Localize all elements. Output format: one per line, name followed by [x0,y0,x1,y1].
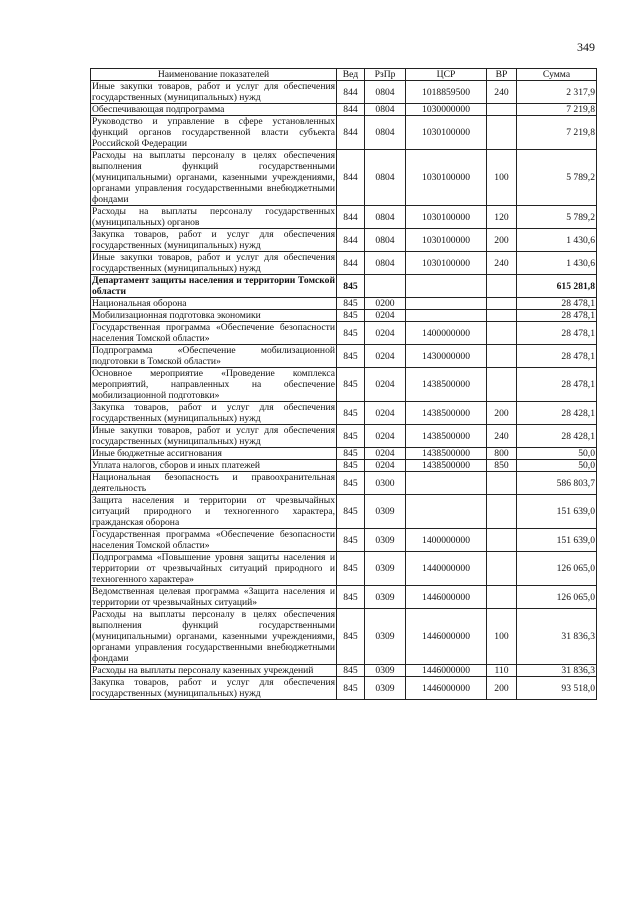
header-name: Наименование показателей [91,69,337,81]
row-name: Расходы на выплаты персоналу в целях обеспечения выполнения функций государственными (муниципальными) органами, казенными учреждениями, органами управления государственными внебюджетными фондами [92,609,335,664]
row-ved: 845 [337,345,365,368]
row-csr: 1400000000 [406,529,487,552]
row-rzpr: 0204 [365,368,406,402]
row-sum: 126 065,0 [517,586,597,609]
row-rzpr: 0200 [365,298,406,310]
row-rzpr: 0804 [365,116,406,150]
row-vr: 200 [487,402,517,425]
row-ved: 845 [337,495,365,529]
row-csr [406,495,487,529]
header-vr: ВР [487,69,517,81]
row-csr: 1438500000 [406,368,487,402]
row-vr: 200 [487,677,517,700]
row-csr: 1030100000 [406,116,487,150]
table-row [91,345,597,368]
row-sum: 5 789,2 [517,206,597,229]
row-csr: 1018859500 [406,81,487,104]
row-sum: 31 836,3 [517,665,597,677]
row-vr [487,310,517,322]
row-sum: 31 836,3 [517,609,597,665]
row-vr [487,529,517,552]
row-name: Иные закупки товаров, работ и услуг для обеспечения государственных (муниципальных) нужд [92,81,335,103]
row-sum: 50,0 [517,448,597,460]
row-ved: 845 [337,322,365,345]
row-name: Мобилизационная подготовка экономики [91,310,337,322]
header-ved: Вед [337,69,365,81]
row-vr: 110 [487,665,517,677]
row-csr [406,472,487,495]
row-rzpr: 0204 [365,310,406,322]
row-csr [406,275,487,298]
table-row [91,586,597,609]
table-row [91,116,597,150]
row-name: Департамент защиты населения и территории Томской области [92,275,335,297]
row-csr: 1446000000 [406,609,487,665]
row-vr: 800 [487,448,517,460]
row-ved: 844 [337,206,365,229]
row-ved: 845 [337,402,365,425]
row-name: Подпрограмма «Обеспечение мобилизационной подготовки в Томской области» [92,345,335,367]
row-sum: 151 639,0 [517,529,597,552]
row-ved: 845 [337,586,365,609]
row-sum: 7 219,8 [517,116,597,150]
row-csr: 1446000000 [406,677,487,700]
row-sum: 28 478,1 [517,322,597,345]
row-csr: 1440000000 [406,552,487,586]
row-csr: 1030100000 [406,252,487,275]
page-number: 349 [577,40,595,54]
row-vr [487,298,517,310]
table-row [91,552,597,586]
row-ved: 844 [337,252,365,275]
row-name: Национальная безопасность и правоохранительная деятельность [92,472,335,494]
row-csr: 1030000000 [406,104,487,116]
header-csr: ЦСР [406,69,487,81]
row-name: Государственная программа «Обеспечение безопасности населения Томской области» [92,529,335,551]
row-name: Основное мероприятие «Проведение комплекса мероприятий, направленных на обеспечение мобилизационной подготовки» [92,368,335,401]
row-vr [487,322,517,345]
row-csr [406,310,487,322]
row-name: Расходы на выплаты персоналу государственных (муниципальных) органов [92,206,335,228]
row-ved: 845 [337,298,365,310]
row-name: Уплата налогов, сборов и иных платежей [91,460,337,472]
row-vr [487,368,517,402]
row-rzpr [365,275,406,298]
row-csr: 1438500000 [406,448,487,460]
row-ved: 844 [337,229,365,252]
row-csr: 1030100000 [406,150,487,206]
row-vr [487,104,517,116]
row-name: Иные бюджетные ассигнования [91,448,337,460]
row-name: Обеспечивающая подпрограмма [91,104,337,116]
row-sum: 28 428,1 [517,425,597,448]
table-row [91,298,597,310]
row-vr [487,116,517,150]
table-row [91,252,597,275]
row-vr [487,472,517,495]
row-rzpr: 0309 [365,665,406,677]
row-vr: 240 [487,425,517,448]
row-ved: 844 [337,104,365,116]
header-rzpr: РзПр [365,69,406,81]
row-rzpr: 0309 [365,586,406,609]
row-rzpr: 0309 [365,677,406,700]
row-sum: 50,0 [517,460,597,472]
row-vr: 850 [487,460,517,472]
table-row [91,665,597,677]
row-ved: 845 [337,368,365,402]
row-name: Закупка товаров, работ и услуг для обеспечения государственных (муниципальных) нужд [92,229,335,251]
row-sum: 28 478,1 [517,345,597,368]
row-ved: 845 [337,529,365,552]
row-ved: 845 [337,310,365,322]
row-name: Руководство и управление в сфере установленных функций органов государственной власти субъекта Российской Федерации [92,116,335,149]
row-rzpr: 0204 [365,402,406,425]
row-sum: 615 281,8 [517,275,597,298]
row-ved: 845 [337,665,365,677]
row-sum: 7 219,8 [517,104,597,116]
table-row [91,368,597,402]
row-rzpr: 0309 [365,552,406,586]
row-rzpr: 0300 [365,472,406,495]
row-csr: 1030100000 [406,206,487,229]
table-row [91,322,597,345]
table-row [91,677,597,700]
table-row [91,310,597,322]
row-ved: 845 [337,552,365,586]
row-rzpr: 0204 [365,425,406,448]
budget-table [90,68,597,700]
table-row [91,275,597,298]
table-row [91,402,597,425]
row-name: Национальная оборона [91,298,337,310]
header-sum: Сумма [517,69,597,81]
row-rzpr: 0204 [365,448,406,460]
row-name: Закупка товаров, работ и услуг для обеспечения государственных (муниципальных) нужд [92,402,335,424]
row-vr: 120 [487,206,517,229]
row-csr: 1430000000 [406,345,487,368]
table-row [91,425,597,448]
row-name: Расходы на выплаты персоналу в целях обеспечения выполнения функций государственными (муниципальными) органами, казенными учреждениями, органами управления государственными внебюджетными фондами [92,150,335,205]
row-sum: 5 789,2 [517,150,597,206]
row-ved: 845 [337,677,365,700]
row-vr: 240 [487,81,517,104]
table-header-row [91,69,597,81]
row-name: Государственная программа «Обеспечение безопасности населения Томской области» [92,322,335,344]
row-csr: 1438500000 [406,460,487,472]
row-sum: 93 518,0 [517,677,597,700]
row-ved: 845 [337,448,365,460]
row-vr: 240 [487,252,517,275]
table-row [91,150,597,206]
row-rzpr: 0804 [365,81,406,104]
row-ved: 845 [337,609,365,665]
row-rzpr: 0309 [365,529,406,552]
row-csr: 1400000000 [406,322,487,345]
table-row [91,472,597,495]
row-sum: 1 430,6 [517,252,597,275]
row-ved: 844 [337,116,365,150]
row-csr: 1438500000 [406,425,487,448]
table-body [91,81,597,700]
row-csr: 1446000000 [406,665,487,677]
row-rzpr: 0804 [365,229,406,252]
table-row [91,104,597,116]
row-rzpr: 0309 [365,609,406,665]
row-sum: 28 478,1 [517,310,597,322]
table-row [91,495,597,529]
row-sum: 2 317,9 [517,81,597,104]
row-vr [487,552,517,586]
row-ved: 845 [337,460,365,472]
row-csr: 1438500000 [406,402,487,425]
row-name: Ведомственная целевая программа «Защита населения и территории от чрезвычайных ситуаций» [92,586,335,608]
row-sum: 586 803,7 [517,472,597,495]
row-vr: 100 [487,609,517,665]
row-name: Расходы на выплаты персоналу казенных учреждений [91,665,337,677]
row-sum: 126 065,0 [517,552,597,586]
row-rzpr: 0804 [365,206,406,229]
row-ved: 845 [337,275,365,298]
row-sum: 151 639,0 [517,495,597,529]
row-sum: 28 428,1 [517,402,597,425]
table-row [91,460,597,472]
row-vr: 100 [487,150,517,206]
table-row [91,81,597,104]
table-row [91,206,597,229]
table-row [91,448,597,460]
row-rzpr: 0804 [365,104,406,116]
table-row [91,229,597,252]
row-rzpr: 0204 [365,345,406,368]
row-name: Иные закупки товаров, работ и услуг для обеспечения государственных (муниципальных) нужд [92,425,335,447]
row-vr [487,345,517,368]
row-vr [487,495,517,529]
row-rzpr: 0204 [365,322,406,345]
row-sum: 28 478,1 [517,368,597,402]
row-ved: 844 [337,150,365,206]
row-name: Закупка товаров, работ и услуг для обеспечения государственных (муниципальных) нужд [92,677,335,699]
row-rzpr: 0804 [365,150,406,206]
row-vr [487,275,517,298]
table-row [91,529,597,552]
row-vr [487,586,517,609]
row-sum: 1 430,6 [517,229,597,252]
row-csr: 1030100000 [406,229,487,252]
row-name: Подпрограмма «Повышение уровня защиты населения и территории от чрезвычайных ситуаций природного и техногенного характера» [92,552,335,585]
row-sum: 28 478,1 [517,298,597,310]
row-ved: 845 [337,472,365,495]
row-vr: 200 [487,229,517,252]
row-rzpr: 0204 [365,460,406,472]
row-rzpr: 0804 [365,252,406,275]
table-row [91,609,597,665]
row-name: Иные закупки товаров, работ и услуг для обеспечения государственных (муниципальных) нужд [92,252,335,274]
row-ved: 845 [337,425,365,448]
row-rzpr: 0309 [365,495,406,529]
row-csr: 1446000000 [406,586,487,609]
row-ved: 844 [337,81,365,104]
row-name: Защита населения и территории от чрезвычайных ситуаций природного и техногенного характера, гражданская оборона [92,495,335,528]
row-csr [406,298,487,310]
